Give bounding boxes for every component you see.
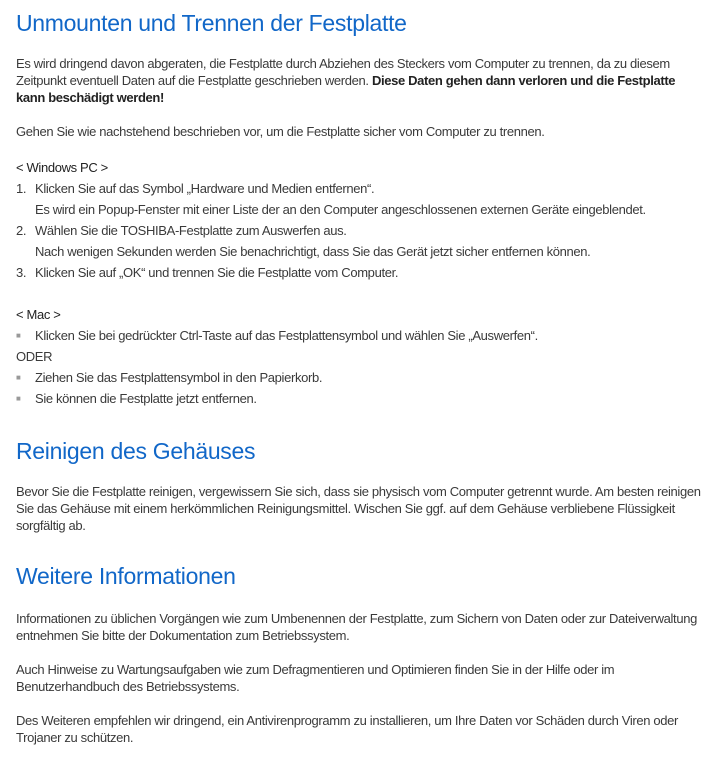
cleaning-paragraph: Bevor Sie die Festplatte reinigen, vergewissern Sie sich, dass sie physisch vom Computer getrennt wurde. Am besten reinigen Sie das Gehäuse mit einem herkömmlichen Reinigungsmittel. Wischen Sie ggf. auf dem Gehäuse verbliebene Flüssigkeit sorgfältig ab.: [16, 484, 701, 533]
step-1: [16, 178, 701, 199]
info-paragraph-1: Informationen zu üblichen Vorgängen wie zum Umbenennen der Festplatte, zum Sichern von Daten oder zur Dateiverwaltung entnehmen Sie bitte der Dokumentation zum Betriebssystem.: [16, 611, 697, 643]
windows-label: < Windows PC >: [16, 160, 108, 175]
warning-text: Es wird dringend davon abgeraten, die Festplatte durch Abziehen des Steckers vom Computer zu trennen, da zu diesem Zeitpunkt eventuell Daten auf die Festplatte geschrieben werden.: [16, 56, 670, 88]
oder-label: ODER: [16, 349, 53, 364]
step-detail: Nach wenigen Sekunden werden Sie benachrichtigt, dass Sie das Gerät jetzt sicher entfernen können.: [35, 244, 591, 259]
mac-item-text: Sie können die Festplatte jetzt entfernen.: [35, 391, 257, 406]
heading-cleaning: Reinigen des Gehäuses: [16, 438, 256, 464]
warning-bold-text: Diese Daten gehen dann verloren und die Festplatte kann beschädigt werden!: [16, 73, 676, 105]
step-text: Wählen Sie die TOSHIBA-Festplatte zum Auswerfen aus.: [35, 223, 347, 238]
step-text: Klicken Sie auf „OK“ und trennen Sie die Festplatte vom Computer.: [35, 265, 399, 280]
heading-more-info: Weitere Informationen: [16, 563, 236, 589]
step-number: 3.: [16, 265, 27, 280]
step-2: [16, 220, 701, 241]
info-paragraph-2: Auch Hinweise zu Wartungsaufgaben wie zum Defragmentieren und Optimieren finden Sie in der Hilfe oder im Benutzerhandbuch des Betriebssystems.: [16, 662, 615, 694]
step-text: Klicken Sie auf das Symbol „Hardware und Medien entfernen“.: [35, 181, 375, 196]
mac-item: [16, 388, 701, 409]
heading-unmount: Unmounten und Trennen der Festplatte: [16, 10, 407, 36]
windows-steps: [16, 178, 701, 283]
mac-item-text: Klicken Sie bei gedrückter Ctrl-Taste auf das Festplattensymbol und wählen Sie „Auswerfen“.: [35, 328, 538, 343]
mac-item: [16, 325, 701, 346]
document: [0, 10, 717, 746]
mac-item: [16, 367, 701, 388]
mac-item-text: Ziehen Sie das Festplattensymbol in den Papierkorb.: [35, 370, 323, 385]
bullet-icon: ■: [16, 394, 21, 403]
bullet-icon: ■: [16, 373, 21, 382]
step-number: 2.: [16, 223, 27, 238]
step-number: 1.: [16, 181, 27, 196]
warning-paragraph: [16, 55, 701, 106]
info-paragraph-3: Des Weiteren empfehlen wir dringend, ein Antivirenprogramm zu installieren, um Ihre Daten vor Schäden durch Viren oder Trojaner zu schützen.: [16, 713, 679, 745]
mac-label: < Mac >: [16, 307, 61, 322]
intro-paragraph: Gehen Sie wie nachstehend beschrieben vor, um die Festplatte sicher vom Computer zu trennen.: [16, 124, 545, 139]
bullet-icon: ■: [16, 331, 21, 340]
step-3: [16, 262, 701, 283]
step-detail: Es wird ein Popup-Fenster mit einer Liste der an den Computer angeschlossenen externen Geräte eingeblendet.: [35, 202, 646, 217]
